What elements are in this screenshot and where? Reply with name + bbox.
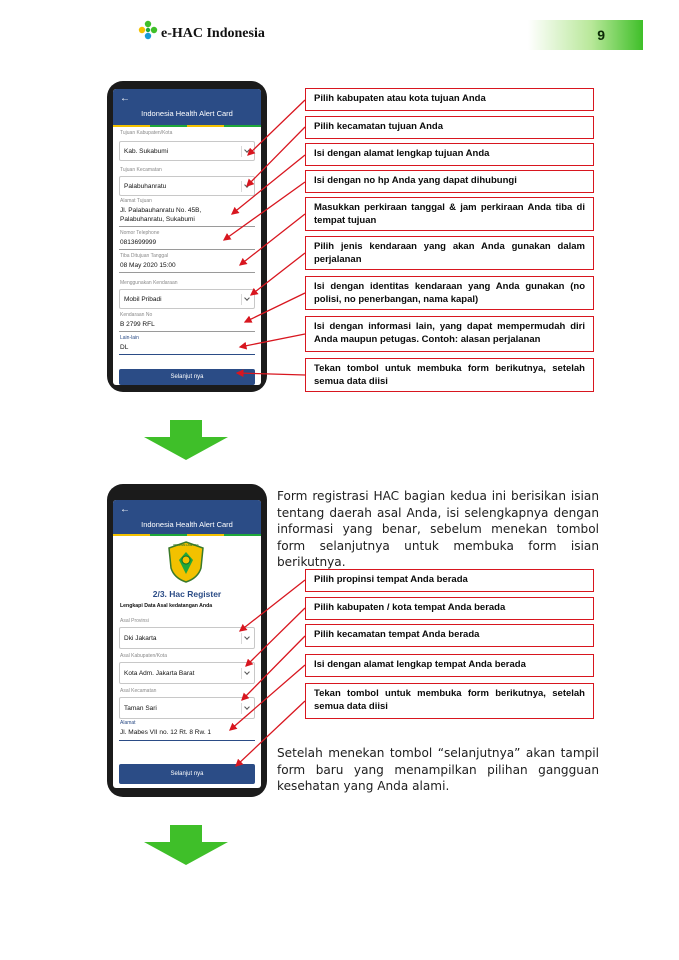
field-label: Tujuan Kabupaten/Kota bbox=[120, 130, 173, 136]
input-underline bbox=[119, 272, 255, 273]
app-bar bbox=[113, 89, 261, 125]
callout-kabupaten-asal: Pilih kabupaten / kota tempat Anda berada bbox=[305, 597, 594, 620]
callout-no-hp: Isi dengan no hp Anda yang dapat dihubungi bbox=[305, 170, 594, 193]
callout-informasi-lain: Isi dengan informasi lain, yang dapat mempermudah diri Anda maupun petugas. Contoh: alasan perjalanan bbox=[305, 316, 594, 352]
flag-accent-stripe bbox=[113, 125, 261, 127]
field-label: Asal Kabupaten/Kota bbox=[120, 653, 167, 659]
callout-kabupaten-tujuan: Pilih kabupaten atau kota tujuan Anda bbox=[305, 88, 594, 111]
vehicle-number-input[interactable]: B 2799 RFL bbox=[120, 321, 155, 328]
field-label: Kendaraan No bbox=[120, 312, 153, 318]
back-arrow-icon[interactable]: ← bbox=[120, 93, 130, 104]
field-label: Tiba Ditujuan Tanggal bbox=[120, 253, 169, 259]
phone-screen-2 bbox=[113, 500, 261, 788]
chevron-down-icon bbox=[241, 703, 252, 714]
emblem-caption: PROVINSI LAMPUNG bbox=[173, 544, 199, 547]
field-label: Nomor Telephone bbox=[120, 230, 160, 236]
alamat-tujuan-input[interactable]: Jl. Palabauhanratu No. 45B, bbox=[120, 207, 202, 214]
phone-frame-1 bbox=[107, 81, 267, 392]
flag-accent-stripe bbox=[113, 534, 261, 536]
field-label: Menggunakan Kendaraan bbox=[120, 280, 178, 286]
asal-kecamatan-select[interactable] bbox=[119, 697, 255, 719]
field-value: Taman Sari bbox=[124, 705, 157, 712]
callout-propinsi-asal: Pilih propinsi tempat Anda berada bbox=[305, 569, 594, 592]
callout-tanggal-tiba: Masukkan perkiraan tanggal & jam perkiraan Anda tiba di tempat tujuan bbox=[305, 197, 594, 231]
app-title: Indonesia Health Alert Card bbox=[141, 520, 233, 529]
followup-paragraph: Setelah menekan tombol “selanjutnya” akan tampil form baru yang menampilkan pilihan gangguan kesehatan yang Anda alami. bbox=[277, 746, 599, 793]
chevron-down-icon bbox=[241, 294, 252, 305]
section-title: Lengkapi Data Asal kedatangan Anda bbox=[120, 603, 213, 609]
phone-number-input[interactable]: 0813699999 bbox=[120, 239, 157, 246]
arrival-date-input[interactable]: 08 May 2020 15:00 bbox=[120, 262, 176, 269]
callout-kecamatan-asal: Pilih kecamatan tempat Anda berada bbox=[305, 624, 594, 647]
input-underline bbox=[119, 249, 255, 250]
field-value: Mobil Pribadi bbox=[124, 296, 162, 303]
field-label: Lain-lain bbox=[120, 335, 139, 341]
next-button[interactable]: Selanjut nya bbox=[119, 369, 255, 385]
brand-name: e-HAC Indonesia bbox=[161, 26, 265, 41]
field-value: Kota Adm. Jakarta Barat bbox=[124, 670, 195, 677]
alamat-asal-input[interactable]: Jl. Mabes VII no. 12 Rt. 8 Rw. 1 bbox=[120, 729, 212, 736]
tujuan-kecamatan-select[interactable] bbox=[119, 176, 255, 196]
field-value: Palabuhanratu bbox=[124, 183, 167, 190]
page-number-bar bbox=[528, 20, 643, 50]
callout-tombol-selanjutnya: Tekan tombol untuk membuka form berikutnya, setelah semua data diisi bbox=[305, 358, 594, 392]
arrow-down-icon bbox=[144, 825, 228, 865]
asal-kabupaten-select[interactable] bbox=[119, 662, 255, 684]
tujuan-kabupaten-select[interactable] bbox=[119, 141, 255, 161]
back-arrow-icon[interactable]: ← bbox=[120, 504, 130, 515]
other-info-input[interactable]: DL bbox=[120, 344, 129, 351]
asal-provinsi-select[interactable] bbox=[119, 627, 255, 649]
field-label: Asal Provinsi bbox=[120, 618, 149, 624]
callout-tombol-selanjutnya-2: Tekan tombol untuk membuka form berikutnya, setelah semua data diisi bbox=[305, 683, 594, 719]
alamat-tujuan-input-line2[interactable]: Palabuhanratu, Sukabumi bbox=[120, 216, 195, 223]
phone-screen-1 bbox=[113, 89, 261, 385]
field-value: Dki Jakarta bbox=[124, 635, 157, 642]
field-label: Asal Kecamatan bbox=[120, 688, 157, 694]
input-underline-focused bbox=[119, 740, 255, 741]
input-underline bbox=[119, 226, 255, 227]
vehicle-select[interactable] bbox=[119, 289, 255, 309]
intro-paragraph: Form registrasi HAC bagian kedua ini berisikan isian tentang daerah asal Anda, isi selengkapnya dengan informasi yang benar, sebelum menekan tombol form selanjutnya untuk membuka form isian berikutnya. bbox=[277, 489, 599, 569]
chevron-down-icon bbox=[241, 146, 252, 157]
arrow-down-icon bbox=[144, 420, 228, 460]
input-underline bbox=[119, 331, 255, 332]
callout-alamat-tujuan: Isi dengan alamat lengkap tujuan Anda bbox=[305, 143, 594, 166]
app-bar bbox=[113, 500, 261, 534]
chevron-down-icon bbox=[241, 633, 252, 644]
field-label: Alamat bbox=[120, 720, 136, 726]
callout-kecamatan-tujuan: Pilih kecamatan tujuan Anda bbox=[305, 116, 594, 139]
input-underline-focused bbox=[119, 354, 255, 355]
app-title: Indonesia Health Alert Card bbox=[141, 109, 233, 118]
step-title: 2/3. Hac Register bbox=[152, 589, 222, 599]
field-value: Kab. Sukabumi bbox=[124, 148, 169, 155]
phone-frame-2 bbox=[107, 484, 267, 797]
chevron-down-icon bbox=[241, 181, 252, 192]
field-label: Alamat Tujuan bbox=[120, 198, 152, 204]
chevron-down-icon bbox=[241, 668, 252, 679]
next-button[interactable]: Selanjut nya bbox=[119, 764, 255, 784]
health-cross-icon bbox=[138, 20, 158, 40]
callout-jenis-kendaraan: Pilih jenis kendaraan yang akan Anda gunakan dalam perjalanan bbox=[305, 236, 594, 270]
callout-identitas-kendaraan: Isi dengan identitas kendaraan yang Anda gunakan (no polisi, no penerbangan, nama kapal) bbox=[305, 276, 594, 310]
page-number: 9 bbox=[597, 27, 605, 43]
field-label: Tujuan Kecamatan bbox=[120, 167, 162, 173]
callout-alamat-asal: Isi dengan alamat lengkap tempat Anda berada bbox=[305, 654, 594, 677]
